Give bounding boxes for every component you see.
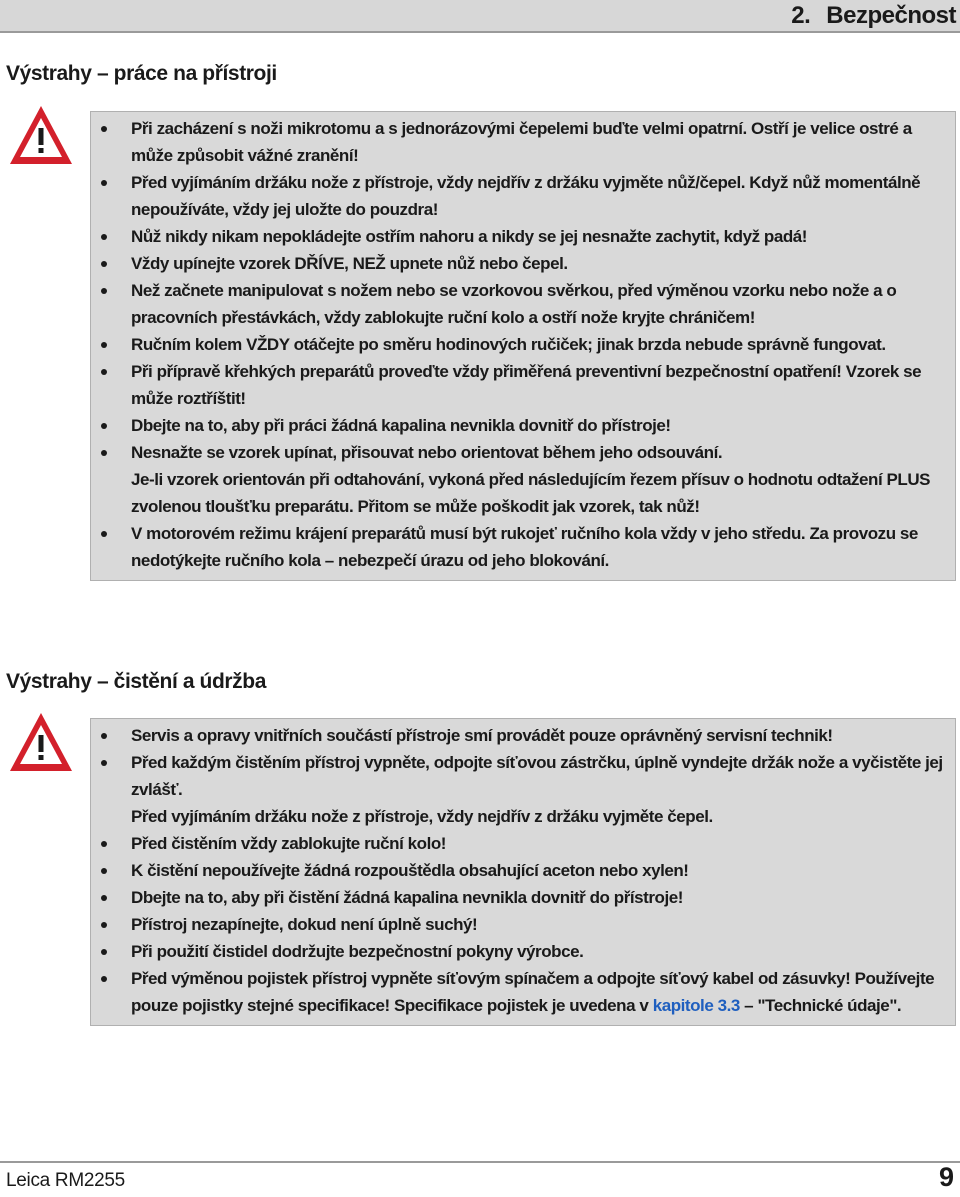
warning-item: Nesnažte se vzorek upínat, přisouvat nebo orientovat během jeho odsouvání. [91, 439, 943, 466]
chapter-header-band [0, 0, 960, 33]
warning-list-cleaning [91, 722, 943, 1019]
warning-item-fuses [91, 965, 943, 1019]
fuse-warning-text: Před výměnou pojistek přístroj vypněte síťovým spínačem a odpojte síťový kabel od zásuvky! Používejte pouze pojistky stejné specifikace! Specifikace pojistek je uvedena v [131, 969, 935, 1015]
footer-rule [0, 1161, 960, 1163]
section-heading-operation: Výstrahy – práce na přístroji [6, 62, 277, 85]
warning-item: Přístroj nezapínejte, dokud není úplně suchý! [91, 911, 943, 938]
section-heading-cleaning: Výstrahy – čistění a údržba [6, 670, 266, 693]
warning-item: Před vyjímáním držáku nože z přístroje, vždy nejdřív z držáku vyjměte nůž/čepel. Když nůž momentálně nepoužíváte, vždy jej uložte do pouzdra! [91, 169, 943, 223]
warning-triangle-icon [7, 103, 75, 167]
warning-item: Vždy upínejte vzorek DŘÍVE, NEŽ upnete nůž nebo čepel. [91, 250, 943, 277]
chapter-name: Bezpečnost [826, 2, 956, 29]
footer-product-name: Leica RM2255 [6, 1170, 125, 1191]
warning-item: Při zacházení s noži mikrotomu a s jednorázovými čepelemi buďte velmi opatrní. Ostří je velice ostré a může způsobit vážné zranění! [91, 115, 943, 169]
warning-item: Ručním kolem VŽDY otáčejte po směru hodinových ručiček; jinak brzda nebude správně fungovat. [91, 331, 943, 358]
warning-item: Při použití čistidel dodržujte bezpečnostní pokyny výrobce. [91, 938, 943, 965]
warning-item: Před čistěním vždy zablokujte ruční kolo! [91, 830, 943, 857]
warning-list-operation [91, 115, 943, 574]
fuse-warning-text-end: – "Technické údaje". [739, 996, 902, 1015]
warning-item: Nůž nikdy nikam nepokládejte ostřím nahoru a nikdy se jej nesnažte zachytit, když padá! [91, 223, 943, 250]
warning-item: Dbejte na to, aby při práci žádná kapalina nevnikla dovnitř do přístroje! [91, 412, 943, 439]
page-number: 9 [938, 1162, 954, 1192]
warning-item: Před každým čistěním přístroj vypněte, odpojte síťovou zástrčku, úplně vyndejte držák nože a vyčistěte jej zvlášť. [91, 749, 943, 803]
warning-triangle-icon [7, 710, 75, 774]
warning-box-operation [90, 111, 956, 581]
warning-item-continuation: Je-li vzorek orientován při odtahování, vykoná před následujícím řezem přísuv o hodnotu odtažení PLUS zvolenou tloušťku preparátu. Přitom se může poškodit jak vzorek, tak nůž! [131, 470, 931, 516]
warning-item: Při přípravě křehkých preparátů proveďte vždy přiměřená preventivní bezpečnostní opatření! Vzorek se může roztříštit! [91, 358, 943, 412]
chapter-link[interactable]: kapitole 3.3 [652, 996, 740, 1015]
header-rule [0, 31, 960, 33]
warning-item: V motorovém režimu krájení preparátů musí být rukojeť ručního kola vždy v jeho středu. Za provozu se nedotýkejte ručního kola – nebezpečí úrazu od jeho blokování. [91, 520, 943, 574]
warning-item-continuation: Před vyjímáním držáku nože z přístroje, vždy nejdřív z držáku vyjměte čepel. [131, 807, 713, 826]
warning-item: Servis a opravy vnitřních součástí přístroje smí provádět pouze oprávněný servisní technik! [91, 722, 943, 749]
warning-item: Než začnete manipulovat s nožem nebo se vzorkovou svěrkou, před výměnou vzorku nebo nože a o pracovních přestávkách, vždy zablokujte ruční kolo a ostří nože kryjte chráničem! [91, 277, 943, 331]
warning-box-cleaning [90, 718, 956, 1026]
warning-item: K čistění nepoužívejte žádná rozpouštědla obsahující aceton nebo xylen! [91, 857, 943, 884]
chapter-number: 2. [791, 2, 811, 29]
warning-item: Dbejte na to, aby při čistění žádná kapalina nevnikla dovnitř do přístroje! [91, 884, 943, 911]
chapter-title [791, 0, 956, 31]
